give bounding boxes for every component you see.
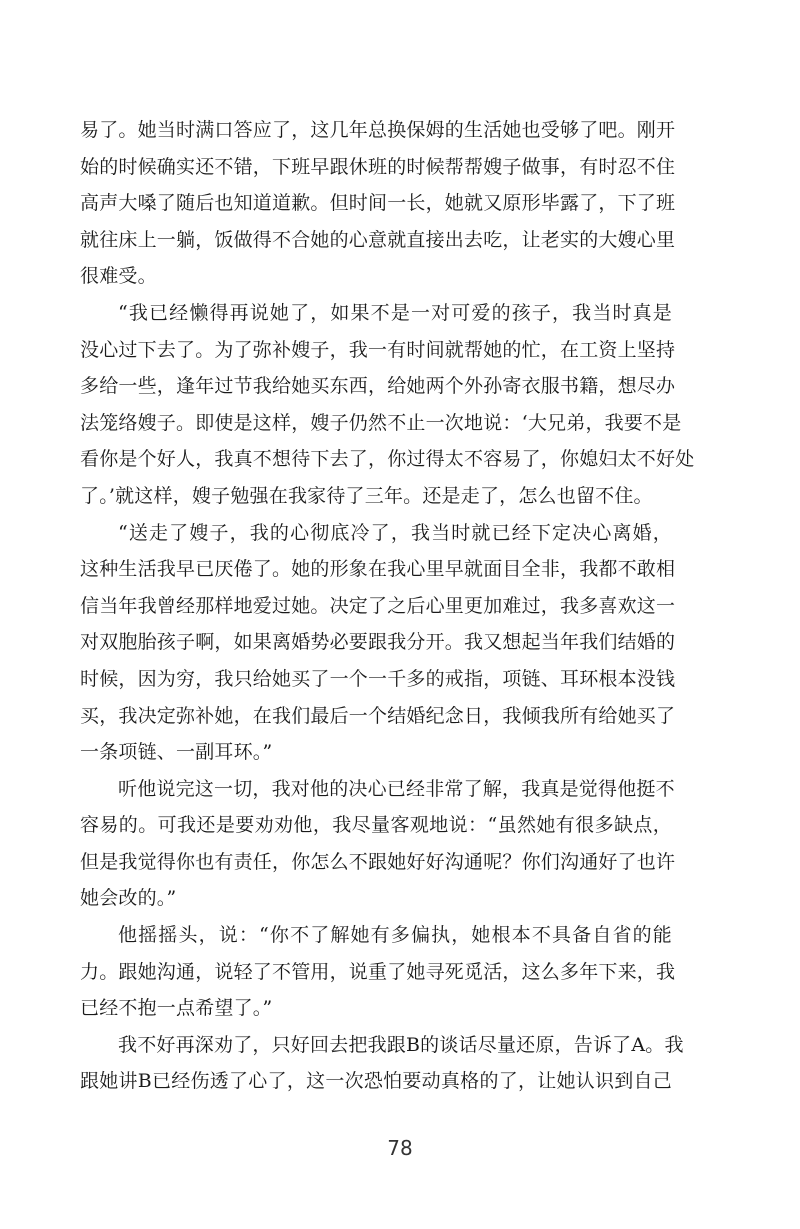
paragraph-first-line: “送走了嫂子，我的心彻底冷了，我当时就已经下定决心离婚， <box>118 521 672 544</box>
page-number: 78 <box>387 1136 413 1160</box>
text-line: 始的时候确实还不错，下班早跟休班的时候帮帮嫂子做事，有时忍不住 <box>80 155 676 178</box>
text-line: 买，我决定弥补她，在我们最后一个结婚纪念日，我倾我所有给她买了 <box>80 704 676 727</box>
text-line: 但是我觉得你也有责任，你怎么不跟她好好沟通呢？你们沟通好了也许 <box>80 850 676 873</box>
paragraph-first-line: “我已经懒得再说她了，如果不是一对可爱的孩子，我当时真是 <box>118 301 672 324</box>
paragraph-first-line: 我不好再深劝了，只好回去把我跟B的谈话尽量还原，告诉了A。我 <box>118 1033 684 1056</box>
body-text <box>80 112 695 1100</box>
text-line: 就往床上一躺，饭做得不合她的心意就直接出去吃，让老实的大嫂心里 <box>80 228 676 251</box>
text-line: 多给一些，逢年过节我给她买东西，给她两个外孙寄衣服书籍，想尽办 <box>80 375 676 398</box>
text-line: 对双胞胎孩子啊，如果离婚势必要跟我分开。我又想起当年我们结婚的 <box>80 631 676 654</box>
text-line: 这种生活我早已厌倦了。她的形象在我心里早就面目全非，我都不敢相 <box>80 558 676 581</box>
text-line: 没心过下去了。为了弥补嫂子，我一有时间就帮她的忙，在工资上坚持 <box>80 338 676 361</box>
text-line: 力。跟她沟通，说轻了不管用，说重了她寻死觅活，这么多年下来，我 <box>80 960 676 983</box>
text-line: 一条项链、一副耳环。” <box>80 741 273 764</box>
text-line: 了。’就这样，嫂子勉强在我家待了三年。还是走了，怎么也留不住。 <box>80 484 653 507</box>
text-line: 时候，因为穷，我只给她买了一个一千多的戒指，项链、耳环根本没钱 <box>80 667 676 690</box>
text-line: 很难受。 <box>80 265 157 288</box>
paragraph-first-line: 他摇摇头，说：“你不了解她有多偏执，她根本不具备自省的能 <box>118 924 672 947</box>
text-line: 她会改的。” <box>80 887 177 910</box>
paragraph-first-line: 听他说完这一切，我对他的决心已经非常了解，我真是觉得他挺不 <box>118 777 675 800</box>
text-line: 看你是个好人，我真不想待下去了，你过得太不容易了，你媳妇太不好处 <box>80 448 695 471</box>
text-line: 法笼络嫂子。即使是这样，嫂子仍然不止一次地说：‘大兄弟，我要不是 <box>80 411 682 434</box>
text-line: 易了。她当时满口答应了，这几年总换保姆的生活她也受够了吧。刚开 <box>80 119 676 141</box>
text-line: 已经不抱一点希望了。” <box>80 997 273 1020</box>
text-line: 跟她讲B已经伤透了心了，这一次恐怕要动真格的了，让她认识到自己 <box>80 1070 672 1093</box>
text-line: 容易的。可我还是要劝劝他，我尽量客观地说：“虽然她有很多缺点， <box>80 814 672 837</box>
text-line: 信当年我曾经那样地爱过她。决定了之后心里更加难过，我多喜欢这一 <box>80 594 676 617</box>
text-line: 高声大嗓了随后也知道道歉。但时间一长，她就又原形毕露了，下了班 <box>80 192 676 215</box>
